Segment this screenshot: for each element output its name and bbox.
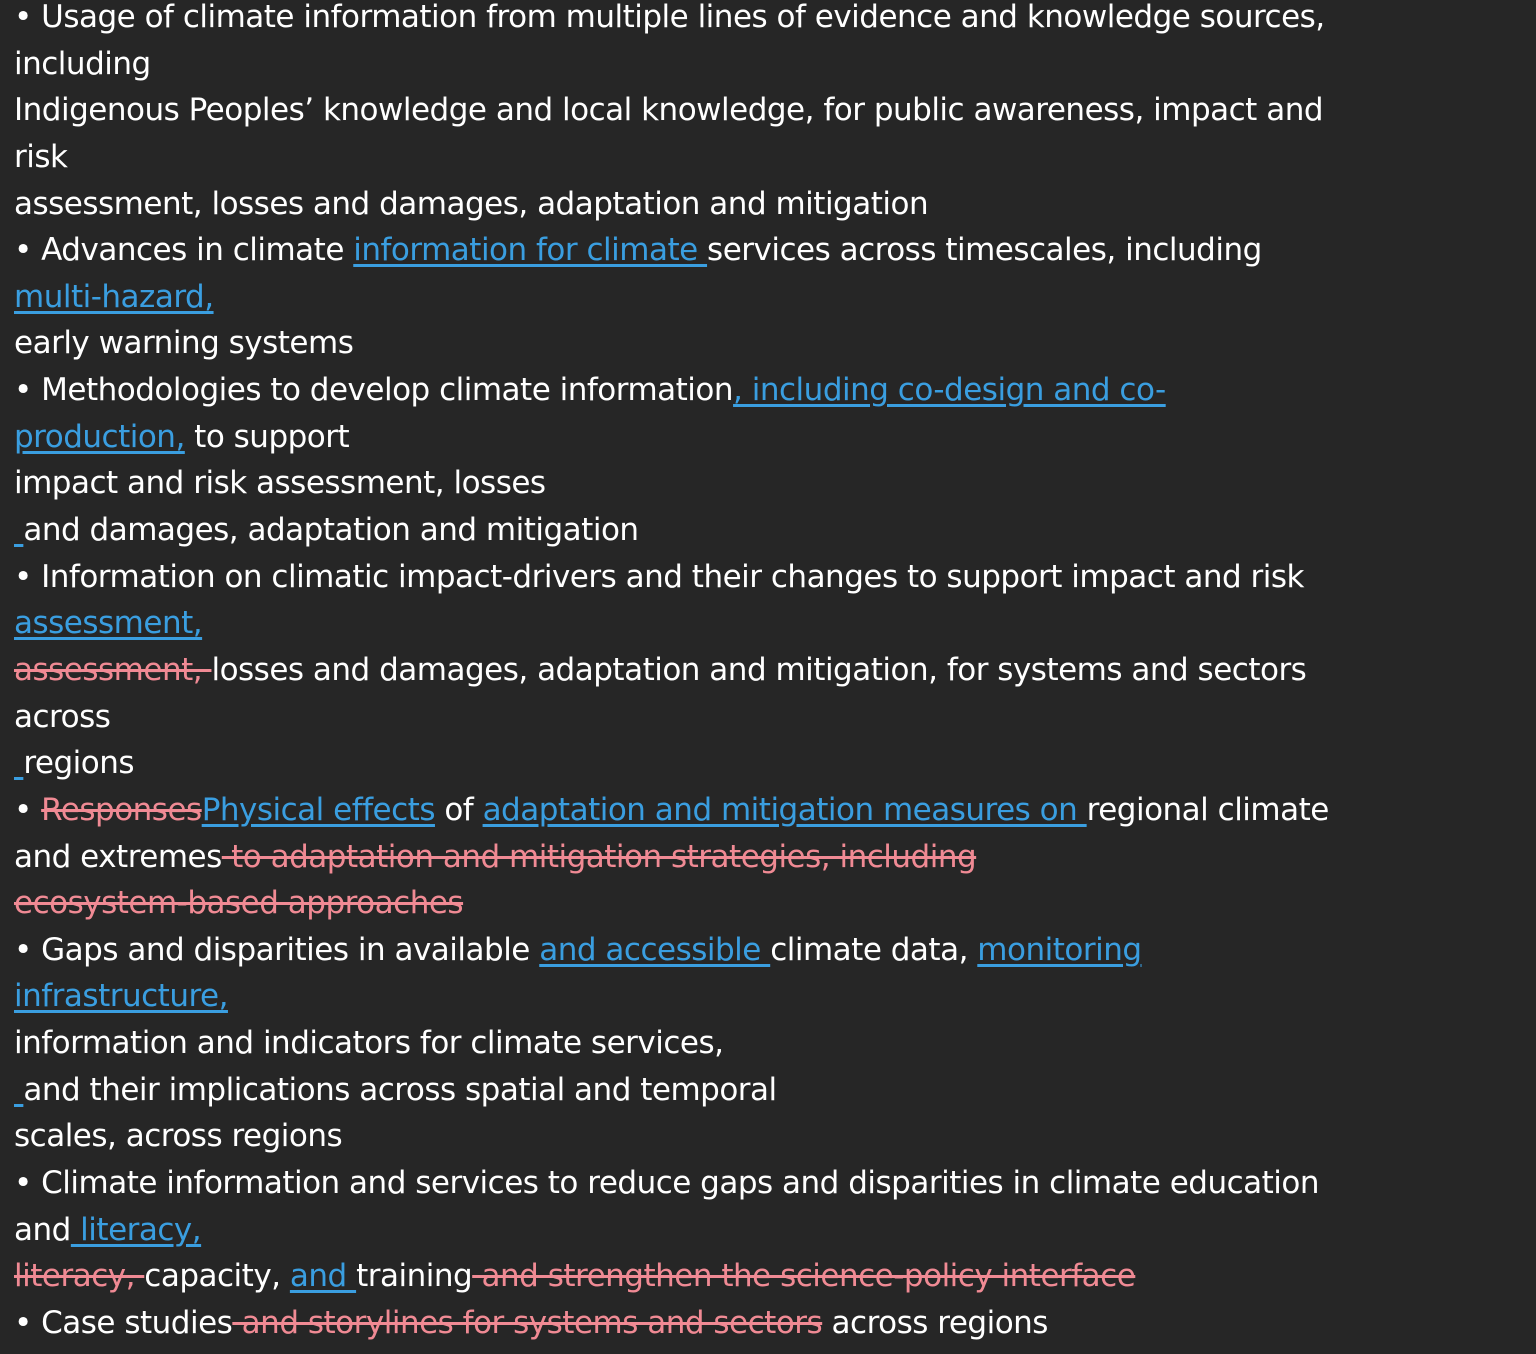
text-run: Indigenous Peoples’ knowledge and local knowledge, for public awareness, impact and: [14, 92, 1324, 129]
document-line: [14, 0, 1524, 41]
text-run: risk: [14, 138, 68, 175]
text-run: assessment, losses and damages, adaptation and mitigation: [14, 185, 929, 222]
text-run: of: [434, 791, 483, 828]
text-run: training: [356, 1258, 473, 1295]
deleted-text: ecosystem-based approaches: [14, 885, 464, 922]
document-line: [14, 787, 1524, 834]
text-run: services across timescales, including: [707, 232, 1262, 269]
text-run: • Information on climatic impact-drivers and their changes to support impact and risk: [14, 558, 1304, 595]
document-line: [14, 274, 1524, 321]
text-run: • Methodologies to develop climate information: [14, 372, 734, 409]
inserted-text: production,: [14, 418, 185, 455]
text-run: • Gaps and disparities in available: [14, 931, 540, 968]
inserted-text: assessment,: [14, 605, 203, 642]
tracked-changes-document: [14, 0, 1524, 1347]
document-line: [14, 181, 1524, 228]
document-line: [14, 87, 1524, 134]
text-run: regional climate: [1086, 791, 1329, 828]
document-line: [14, 507, 1524, 554]
document-line: [14, 647, 1524, 694]
text-run: early warning systems: [14, 325, 354, 362]
document-line: [14, 740, 1524, 787]
text-run: and extremes: [14, 838, 222, 875]
text-run: • Climate information and services to reduce gaps and disparities in climate education: [14, 1165, 1320, 1202]
inserted-text: literacy,: [70, 1211, 202, 1248]
text-run: •: [14, 791, 42, 828]
inserted-text: [14, 1072, 23, 1108]
deleted-text: and strengthen the science-policy interface: [472, 1258, 1136, 1295]
document-line: [14, 227, 1524, 274]
document-line: [14, 1113, 1524, 1160]
document-line: [14, 367, 1524, 414]
document-line: [14, 1067, 1524, 1114]
inserted-text: multi-hazard,: [14, 278, 214, 315]
document-line: [14, 1300, 1524, 1347]
inserted-text: monitoring: [977, 931, 1142, 968]
document-line: [14, 600, 1524, 647]
text-run: across regions: [822, 1304, 1048, 1341]
text-run: impact and risk assessment, losses: [14, 465, 546, 502]
document-line: [14, 460, 1524, 507]
inserted-text: , including co-design and co-: [733, 372, 1166, 409]
inserted-text: Physical effects: [201, 791, 435, 828]
document-line: [14, 694, 1524, 741]
text-run: information and indicators for climate services,: [14, 1025, 724, 1062]
inserted-text: and: [289, 1258, 357, 1295]
text-run: capacity,: [144, 1258, 290, 1295]
inserted-text: [14, 512, 23, 548]
text-run: to support: [184, 418, 350, 455]
document-line: [14, 973, 1524, 1020]
document-line: [14, 1207, 1524, 1254]
text-run: climate data,: [770, 931, 978, 968]
deleted-text: and storylines for systems and sectors: [232, 1304, 823, 1341]
text-run: losses and damages, adaptation and mitigation, for systems and sectors: [211, 651, 1307, 688]
document-line: [14, 320, 1524, 367]
document-line: [14, 880, 1524, 927]
text-run: across: [14, 698, 111, 735]
text-run: including: [14, 45, 151, 82]
text-run: and damages, adaptation and mitigation: [23, 512, 639, 549]
document-line: [14, 134, 1524, 181]
text-run: regions: [23, 745, 135, 782]
inserted-text: information for climate: [353, 232, 708, 269]
inserted-text: adaptation and mitigation measures on: [482, 791, 1087, 828]
document-line: [14, 414, 1524, 461]
document-line: [14, 1160, 1524, 1207]
text-run: • Advances in climate: [14, 232, 354, 269]
text-run: • Usage of climate information from multiple lines of evidence and knowledge sources,: [14, 0, 1325, 35]
deleted-text: literacy,: [14, 1258, 145, 1295]
inserted-text: [14, 745, 23, 781]
inserted-text: and accessible: [539, 931, 771, 968]
text-run: • Case studies: [14, 1304, 233, 1341]
document-line: [14, 41, 1524, 88]
deleted-text: Responses: [41, 791, 202, 828]
document-line: [14, 927, 1524, 974]
document-line: [14, 1253, 1524, 1300]
deleted-text: assessment,: [14, 651, 212, 688]
text-run: and: [14, 1211, 71, 1248]
document-line: [14, 554, 1524, 601]
deleted-text: to adaptation and mitigation strategies, including: [221, 838, 977, 875]
text-run: scales, across regions: [14, 1118, 343, 1155]
text-run: and their implications across spatial and temporal: [23, 1071, 777, 1108]
inserted-text: infrastructure,: [14, 978, 228, 1015]
document-line: [14, 834, 1524, 881]
document-line: [14, 1020, 1524, 1067]
